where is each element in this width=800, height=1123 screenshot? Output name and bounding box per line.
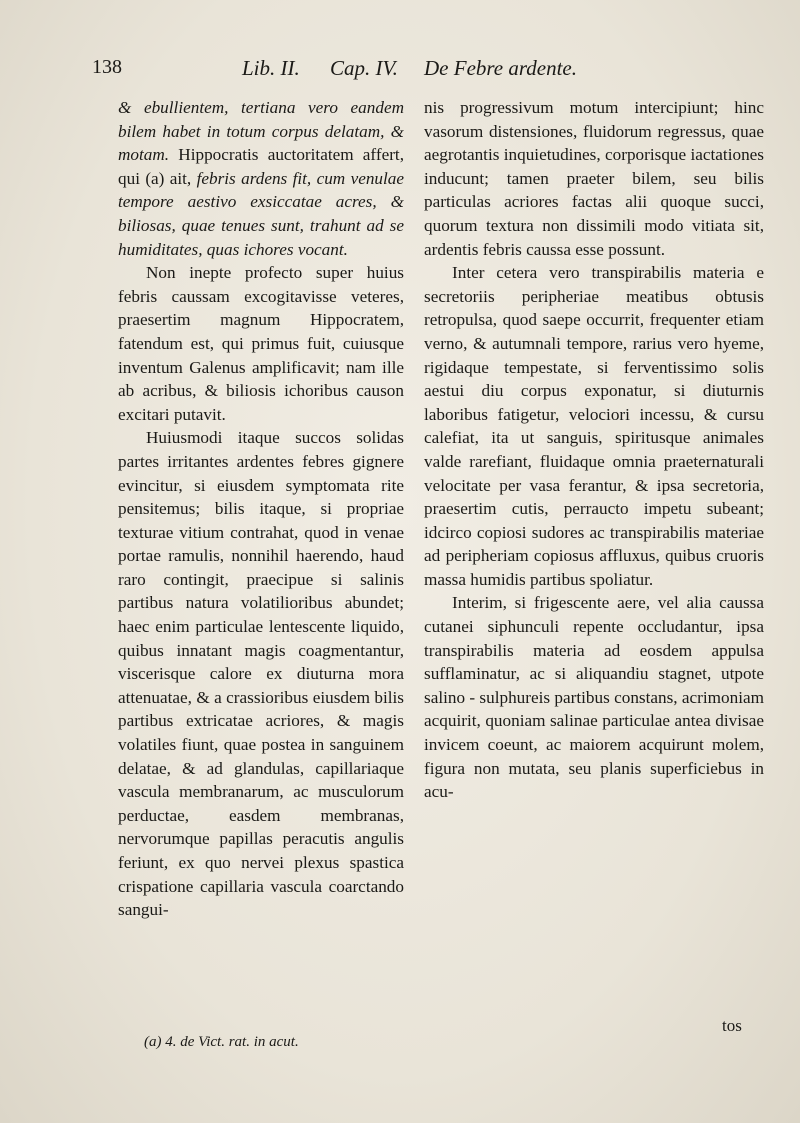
footnote: (a) 4. de Vict. rat. in acut. (144, 1034, 299, 1050)
catchword: tos (722, 1016, 742, 1035)
right-paragraph-2: Inter cetera vero transpirabilis materia e secretoriis peripheriae meatibus obtusis retropulsa, quod saepe occurrit, frequenter etiam verno, & autumnali tempore, rarius vero hyeme, rigidaque tempestate, si ferventissimo solis aestui diu corpus exponatur, si diuturnis laboribus fatigetur, velociori incessu, & cursu calefiat, ita ut sanguis, spiritusque animales valde rarefiant, fluidaque omnia praeternaturali velocitate per vasa ferantur, & ipsa secretoria, praesertim cutis, perraucto impetu subeant; idcirco copiosi sudores ac transpirabilis materiae ad peripheriam copiosus affluxus, quibus cruoris massa humidis partibus spoliatur. (424, 263, 764, 589)
right-paragraph-3: Interim, si frigescente aere, vel alia caussa cutanei siphunculi repente occludantur, ipsa transpirabilis materia ad eosdem appulsa sufflaminatur, ac si aliquandiu stagnet, utpote salino - sulphureis partibus constans, acrimoniam acquirit, quoniam salinae particulae antea divisae invicem coeunt, ac maiorem acquirunt molem, figura non mutata, seu planis superficiebus in acu- (424, 593, 764, 802)
header-title: De Febre ardente. (424, 56, 577, 80)
header-cap: Cap. IV. (330, 56, 398, 80)
running-header (92, 52, 752, 86)
left-paragraph-3: Huiusmodi itaque succos solidas partes irritantes ardentes febres gignere evincitur, si eiusdem symptomata rite pensitemus; bilis itaque, si propriae texturae vitium contrahat, quod in venae portae ramulis, nonnihil haerendo, haud raro contingit, praecipue si salinis partibus natura volatilioribus abundet; haec enim particulae lentescente liquido, quibus innatant magis coagmentantur, viscerisque calore ex diuturna mora attenuatae, & a crassioribus eiusdem bilis partibus extricatae acriores, & magis volatiles fiunt, quae postea in sanguinem delatae, & ad glandulas, capillariaque vascula membranarum, ac musculorum perductae, easdem membranas, nervorumque papillas peracutis angulis feriunt, ex quo nervei plexus spastica crispatione capillaria vascula coarctando sangui- (118, 428, 404, 920)
left-paragraph-2: Non inepte profecto super huius febris caussam excogitavisse veteres, praesertim magnum Hippocratem, fatendum est, qui primus fuit, cuiusque inventum Galenus amplificavit; nam ille ab acribus, & biliosis ichoribus causon excitari putavit. (118, 263, 404, 424)
page-number: 138 (92, 56, 122, 78)
left-p1-italic-a: & ebullientem, tertiana vero eandem bilem habet in totum corpus delatam, & motam. (118, 98, 404, 165)
left-p1-roman-a: Hippocratis auctoritatem affert, qui (a) ait, (118, 145, 404, 188)
header-lib: Lib. II. (242, 56, 300, 80)
left-p1-italic-b: febris ardens fit, cum venulae tempore aestivo exsiccatae acres, & biliosas, quae tenues sunt, trahunt ad se humiditates, quas ichores vocant. (118, 168, 405, 259)
left-column (118, 96, 404, 922)
right-column (424, 96, 764, 804)
left-paragraph-1 (118, 96, 404, 261)
right-paragraph-1: nis progressivum motum intercipiunt; hinc vasorum distensiones, fluidorum regressus, quae aegrotantis inquietudines, corporisque iactationes inducunt; tamen praeter bilem, seu bilis particulas acriores factas alii quoque succi, quorum textura non dissimili modo vitiata sit, ardentis febris caussa esse possunt. (424, 98, 764, 259)
